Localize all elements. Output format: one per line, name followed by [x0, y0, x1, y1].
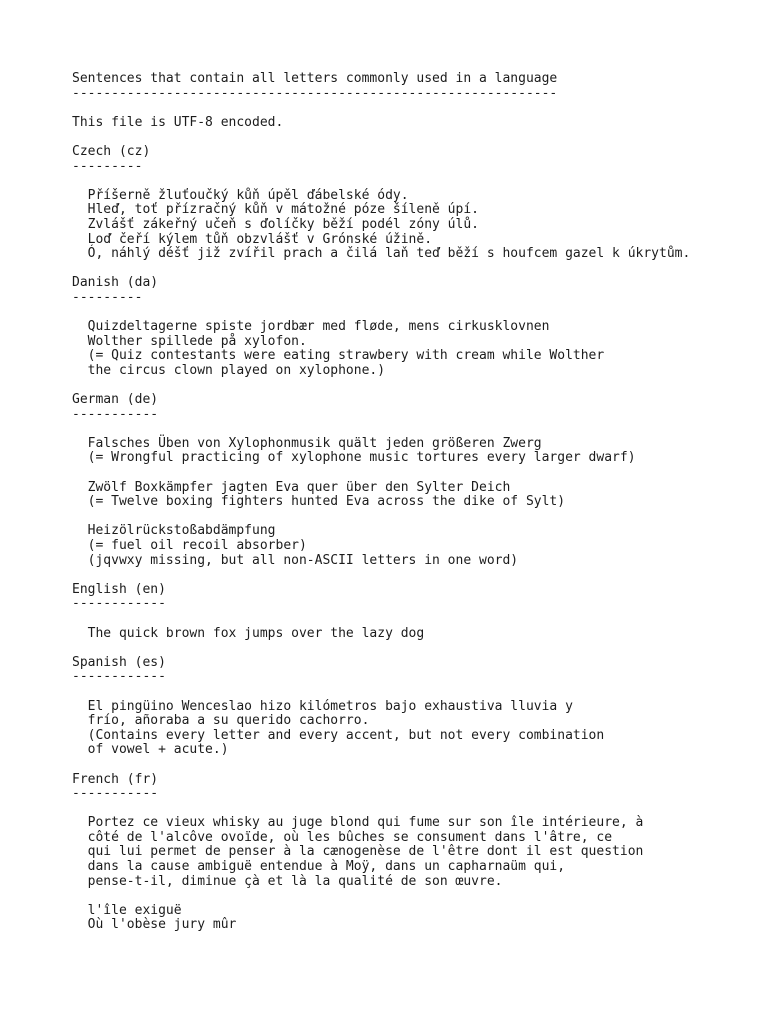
encoding-note: This file is UTF-8 encoded.	[72, 114, 284, 130]
text-line: (= Quiz contestants were eating strawbery with cream while Wolther	[72, 348, 605, 364]
section-heading-spanish: Spanish (es)	[72, 654, 166, 670]
text-line: (= Twelve boxing fighters hunted Eva across the dike of Sylt)	[72, 494, 566, 510]
text-line: pense-t-il, diminue çà et là la qualité de son œuvre.	[72, 873, 503, 889]
section-heading-czech: Czech (cz)	[72, 143, 151, 159]
text-line: Hleď, toť přízračný kůň v mátožné póze šíleně úpí.	[72, 202, 479, 218]
text-line: the circus clown played on xylophone.)	[72, 362, 386, 378]
blank-line	[72, 685, 690, 700]
section-underline: -----------	[72, 406, 159, 422]
text-line: (jqvwxy missing, but all non-ASCII letters in one word)	[72, 552, 519, 568]
text-line: of vowel + acute.)	[72, 742, 229, 758]
blank-line	[72, 641, 690, 656]
text-line: (= Wrongful practicing of xylophone music tortures every larger dwarf)	[72, 450, 636, 466]
blank-line	[72, 568, 690, 583]
text-line: frío, añoraba a su querido cachorro.	[72, 713, 370, 729]
blank-line	[72, 466, 690, 481]
text-line: Quizdeltagerne spiste jordbær med fløde, mens cirkusklovnen	[72, 319, 550, 335]
text-line: Où l'obèse jury mûr	[72, 917, 237, 933]
section-heading-french: French (fr)	[72, 771, 159, 787]
text-line: Falsches Üben von Xylophonmusik quält jeden größeren Zwerg	[72, 435, 542, 451]
section-underline: ------------	[72, 596, 166, 612]
text-line: Wolther spillede på xylofon.	[72, 333, 307, 349]
blank-line	[72, 758, 690, 773]
blank-line	[72, 889, 690, 904]
text-line: côté de l'alcôve ovoïde, où les bûches se consument dans l'âtre, ce	[72, 829, 613, 845]
section-underline: -----------	[72, 786, 159, 802]
section-heading-danish: Danish (da)	[72, 275, 159, 291]
blank-line	[72, 306, 690, 321]
blank-line	[72, 262, 690, 277]
blank-line	[72, 101, 690, 116]
text-line: dans la cause ambiguë entendue à Moÿ, dans un capharnaüm qui,	[72, 859, 566, 875]
section-underline: ---------	[72, 158, 143, 174]
section-heading-german: German (de)	[72, 392, 159, 408]
blank-line	[72, 510, 690, 525]
document-text	[72, 72, 690, 933]
section-heading-english: English (en)	[72, 581, 166, 597]
text-line: Loď čeří kýlem tůň obzvlášť v Grónské úžině.	[72, 231, 433, 247]
section-underline: ------------	[72, 669, 166, 685]
text-line: The quick brown fox jumps over the lazy dog	[72, 625, 425, 641]
title-underline: --------------------------------------------------------------	[72, 85, 558, 101]
blank-line	[72, 422, 690, 437]
section-underline: ---------	[72, 289, 143, 305]
text-line: Zvlášť zákeřný učeň s ďolíčky běží podél zóny úlů.	[72, 216, 479, 232]
text-line: Příšerně žluťoučký kůň úpěl ďábelské ódy.	[72, 187, 409, 203]
blank-line	[72, 612, 690, 627]
text-line: (Contains every letter and every accent, but not every combination	[72, 727, 605, 743]
text-line: Portez ce vieux whisky au juge blond qui fume sur son île intérieure, à	[72, 815, 644, 831]
blank-line	[72, 802, 690, 817]
text-line: Zwölf Boxkämpfer jagten Eva quer über den Sylter Deich	[72, 479, 511, 495]
text-line: qui lui permet de penser à la cænogenèse de l'être dont il est question	[72, 844, 644, 860]
blank-line	[72, 174, 690, 189]
text-line: Ó, náhlý déšť již zvířil prach a čilá laň teď běží s houfcem gazel k úkrytům.	[72, 246, 691, 262]
blank-line	[72, 130, 690, 145]
blank-line	[72, 378, 690, 393]
text-line: Heizölrückstoßabdämpfung	[72, 523, 276, 539]
text-line: (= fuel oil recoil absorber)	[72, 538, 307, 553]
text-line: l'île exiguë	[72, 902, 182, 918]
doc-title: Sentences that contain all letters commonly used in a language	[72, 71, 558, 86]
text-line: El pingüino Wenceslao hizo kilómetros bajo exhaustiva lluvia y	[72, 698, 573, 714]
